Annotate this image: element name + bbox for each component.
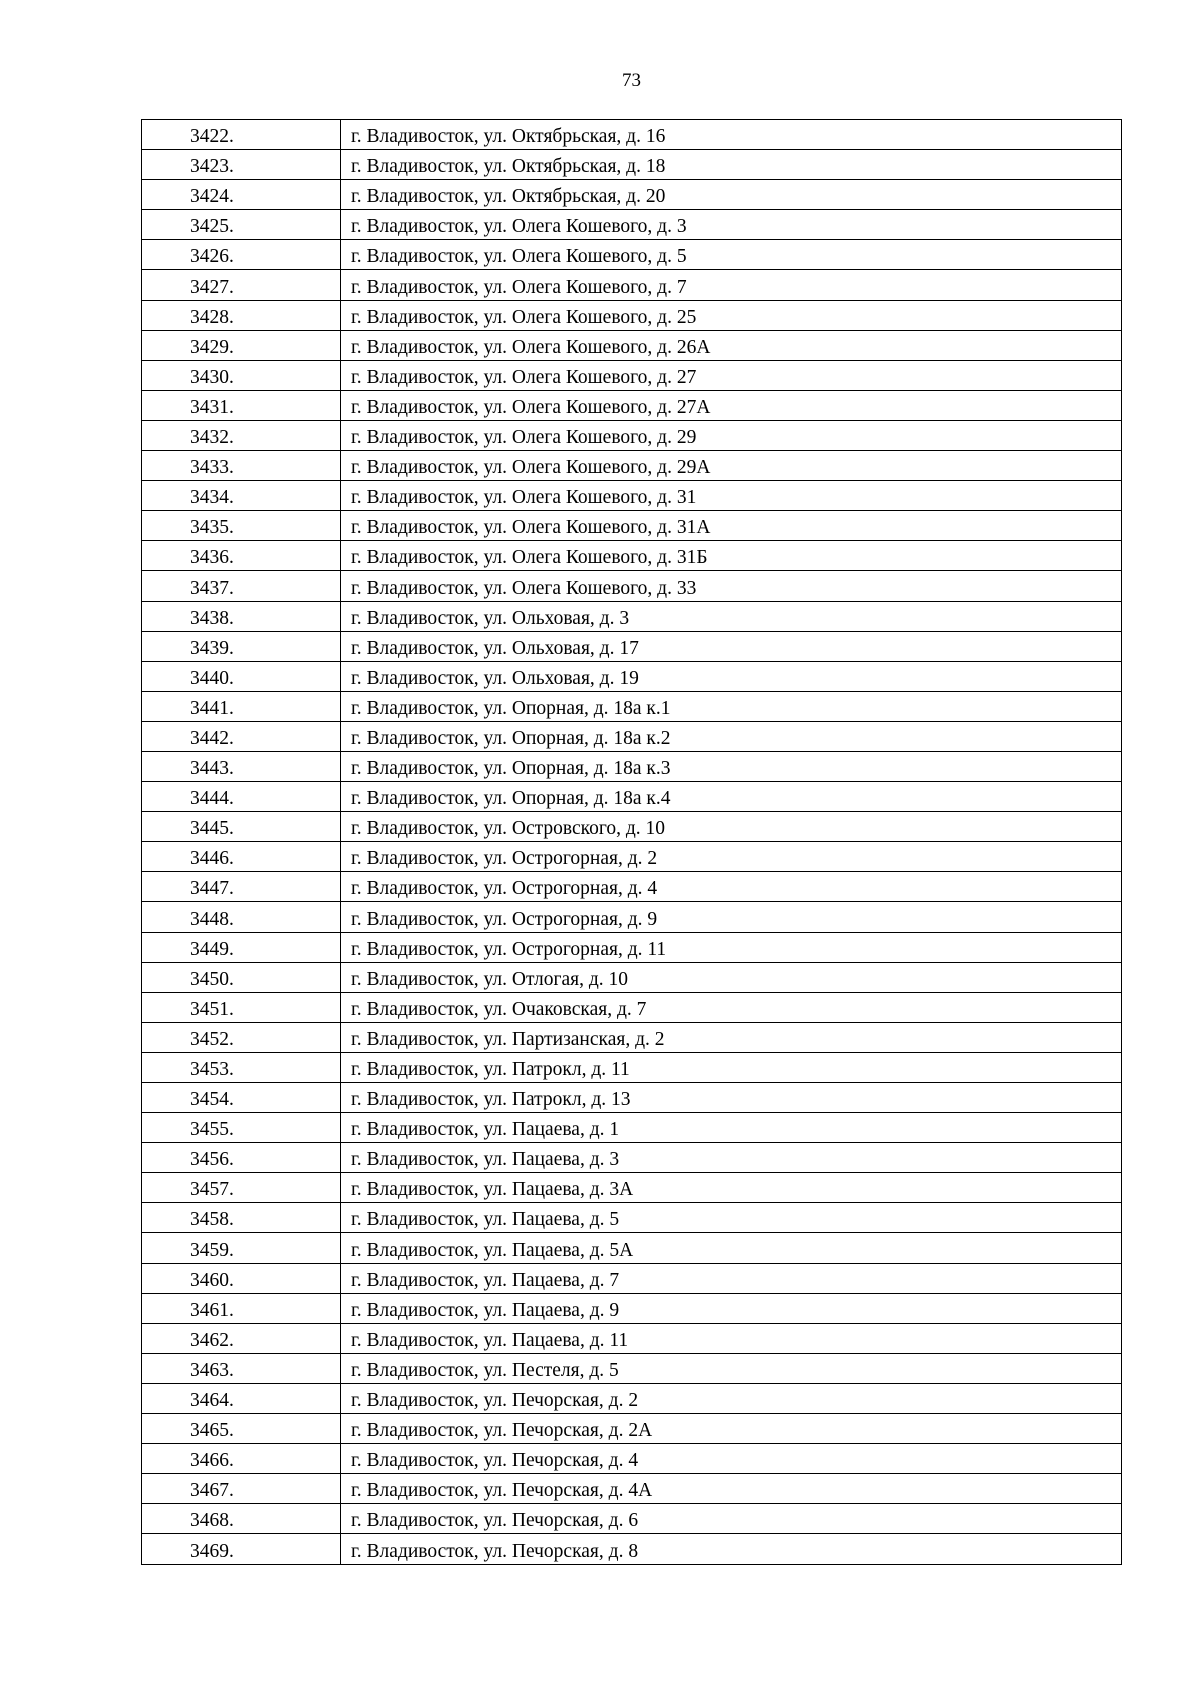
table-row [142, 1323, 1122, 1353]
row-number-cell [142, 932, 341, 962]
address-text: г. Владивосток, ул. Ольховая, д. 19 [351, 667, 639, 689]
address-cell [341, 1353, 1122, 1383]
row-number: 3453. [190, 1059, 234, 1080]
table-row [142, 1203, 1122, 1233]
table-row [142, 1353, 1122, 1383]
row-number: 3443. [190, 758, 234, 780]
row-number: 3445. [190, 818, 234, 840]
address-text: г. Владивосток, ул. Острогорная, д. 2 [351, 848, 658, 870]
address-cell [341, 1504, 1122, 1534]
row-number-cell [142, 1534, 341, 1564]
row-number: 3441. [190, 697, 234, 719]
row-number: 3426. [190, 246, 234, 268]
address-text: г. Владивосток, ул. Октябрьская, д. 16 [351, 126, 666, 148]
table-row [142, 240, 1122, 270]
address-cell [341, 812, 1122, 842]
address-text: г. Владивосток, ул. Пестеля, д. 5 [351, 1359, 619, 1381]
table-row [142, 1113, 1122, 1143]
address-text: г. Владивосток, ул. Печорская, д. 2А [351, 1420, 653, 1442]
address-text: г. Владивосток, ул. Опорная, д. 18а к.2 [351, 727, 671, 749]
row-number: 3440. [190, 667, 234, 689]
page-number: 73 [622, 70, 641, 91]
row-number-cell [142, 631, 341, 661]
row-number: 3447. [190, 878, 234, 900]
address-cell [341, 992, 1122, 1022]
address-text: г. Владивосток, ул. Партизанская, д. 2 [351, 1028, 665, 1050]
row-number-cell [142, 1353, 341, 1383]
address-text: г. Владивосток, ул. Печорская, д. 2 [351, 1390, 639, 1412]
row-number-cell [142, 1173, 341, 1203]
row-number-cell [142, 360, 341, 390]
table-row [142, 571, 1122, 601]
address-text: г. Владивосток, ул. Октябрьская, д. 18 [351, 156, 666, 178]
table-row [142, 661, 1122, 691]
address-text: г. Владивосток, ул. Олега Кошевого, д. 7 [351, 276, 687, 298]
table-row [142, 541, 1122, 571]
address-text: г. Владивосток, ул. Олега Кошевого, д. 3 [351, 216, 687, 238]
row-number: 3450. [190, 968, 234, 990]
address-text: г. Владивосток, ул. Олега Кошевого, д. 27А [351, 396, 711, 418]
row-number-cell [142, 962, 341, 992]
address-text: г. Владивосток, ул. Пацаева, д. 5А [351, 1239, 634, 1261]
address-cell [341, 481, 1122, 511]
row-number-cell [142, 872, 341, 902]
row-number: 3433. [190, 457, 234, 479]
row-number: 3439. [190, 637, 234, 659]
row-number-cell [142, 782, 341, 812]
address-text: г. Владивосток, ул. Олега Кошевого, д. 31 [351, 487, 697, 509]
address-text: г. Владивосток, ул. Патрокл, д. 11 [351, 1059, 630, 1080]
address-cell [341, 1052, 1122, 1082]
row-number-cell [142, 511, 341, 541]
table-row [142, 782, 1122, 812]
row-number-cell [142, 721, 341, 751]
address-text: г. Владивосток, ул. Олега Кошевого, д. 33 [351, 577, 697, 599]
table-row [142, 1414, 1122, 1444]
address-text: г. Владивосток, ул. Олега Кошевого, д. 29А [351, 457, 711, 479]
address-text: г. Владивосток, ул. Печорская, д. 8 [351, 1540, 639, 1562]
table-row [142, 601, 1122, 631]
table-row [142, 1444, 1122, 1474]
address-cell [341, 210, 1122, 240]
row-number: 3434. [190, 487, 234, 509]
address-cell [341, 1263, 1122, 1293]
row-number-cell [142, 1504, 341, 1534]
table-row [142, 1293, 1122, 1323]
address-cell [341, 300, 1122, 330]
row-number-cell [142, 180, 341, 210]
row-number: 3427. [190, 276, 234, 298]
address-cell [341, 240, 1122, 270]
row-number-cell [142, 300, 341, 330]
address-table [141, 119, 1122, 1565]
row-number-cell [142, 812, 341, 842]
address-cell [341, 390, 1122, 420]
table-row [142, 1083, 1122, 1113]
table-row [142, 120, 1122, 150]
address-cell [341, 1323, 1122, 1353]
table-row [142, 330, 1122, 360]
row-number: 3451. [190, 998, 234, 1020]
address-cell [341, 511, 1122, 541]
table-row [142, 1143, 1122, 1173]
address-cell [341, 1474, 1122, 1504]
table-row [142, 721, 1122, 751]
row-number-cell [142, 1444, 341, 1474]
row-number-cell [142, 420, 341, 450]
row-number-cell [142, 1052, 341, 1082]
row-number: 3446. [190, 848, 234, 870]
address-text: г. Владивосток, ул. Печорская, д. 4А [351, 1480, 653, 1502]
row-number-cell [142, 691, 341, 721]
address-cell [341, 962, 1122, 992]
table-row [142, 210, 1122, 240]
address-text: г. Владивосток, ул. Опорная, д. 18а к.1 [351, 697, 671, 719]
row-number: 3458. [190, 1209, 234, 1231]
table-row [142, 1504, 1122, 1534]
table-row [142, 390, 1122, 420]
address-text: г. Владивосток, ул. Пацаева, д. 7 [351, 1269, 620, 1291]
address-cell [341, 120, 1122, 150]
table-row [142, 1534, 1122, 1564]
address-text: г. Владивосток, ул. Ольховая, д. 3 [351, 607, 630, 629]
address-text: г. Владивосток, ул. Пацаева, д. 3 [351, 1149, 620, 1171]
address-text: г. Владивосток, ул. Октябрьская, д. 20 [351, 186, 666, 208]
address-cell [341, 661, 1122, 691]
table-row [142, 420, 1122, 450]
address-text: г. Владивосток, ул. Очаковская, д. 7 [351, 998, 647, 1020]
address-cell [341, 1113, 1122, 1143]
address-cell [341, 1534, 1122, 1564]
table-row [142, 300, 1122, 330]
row-number-cell [142, 1474, 341, 1504]
row-number: 3466. [190, 1450, 234, 1472]
address-cell [341, 330, 1122, 360]
row-number-cell [142, 902, 341, 932]
address-text: г. Владивосток, ул. Олега Кошевого, д. 31А [351, 517, 711, 539]
table-row [142, 751, 1122, 781]
row-number: 3428. [190, 306, 234, 328]
row-number: 3422. [190, 126, 234, 148]
address-text: г. Владивосток, ул. Отлогая, д. 10 [351, 968, 629, 990]
row-number: 3423. [190, 156, 234, 178]
row-number-cell [142, 992, 341, 1022]
row-number: 3465. [190, 1420, 234, 1442]
row-number-cell [142, 1383, 341, 1413]
address-cell [341, 1233, 1122, 1263]
row-number: 3438. [190, 607, 234, 629]
row-number-cell [142, 330, 341, 360]
address-cell [341, 721, 1122, 751]
address-text: г. Владивосток, ул. Пацаева, д. 11 [351, 1329, 629, 1351]
address-cell [341, 902, 1122, 932]
row-number: 3455. [190, 1119, 234, 1141]
table-row [142, 631, 1122, 661]
table-row [142, 872, 1122, 902]
row-number-cell [142, 1143, 341, 1173]
row-number-cell [142, 150, 341, 180]
row-number-cell [142, 1113, 341, 1143]
address-cell [341, 691, 1122, 721]
row-number: 3467. [190, 1480, 234, 1502]
address-cell [341, 1414, 1122, 1444]
table-body [142, 120, 1122, 1565]
address-cell [341, 932, 1122, 962]
address-text: г. Владивосток, ул. Ольховая, д. 17 [351, 637, 639, 659]
row-number: 3432. [190, 427, 234, 449]
row-number: 3457. [190, 1179, 234, 1201]
table-row [142, 1052, 1122, 1082]
address-cell [341, 1022, 1122, 1052]
row-number-cell [142, 451, 341, 481]
row-number-cell [142, 481, 341, 511]
row-number-cell [142, 1083, 341, 1113]
address-cell [341, 541, 1122, 571]
row-number: 3464. [190, 1390, 234, 1412]
row-number: 3448. [190, 908, 234, 930]
address-cell [341, 1293, 1122, 1323]
address-cell [341, 451, 1122, 481]
address-text: г. Владивосток, ул. Патрокл, д. 13 [351, 1089, 631, 1111]
address-cell [341, 1173, 1122, 1203]
table-row [142, 451, 1122, 481]
row-number-cell [142, 270, 341, 300]
row-number-cell [142, 390, 341, 420]
row-number: 3437. [190, 577, 234, 599]
address-cell [341, 872, 1122, 902]
address-cell [341, 1383, 1122, 1413]
table-row [142, 270, 1122, 300]
address-text: г. Владивосток, ул. Олега Кошевого, д. 31Б [351, 547, 708, 569]
row-number-cell [142, 210, 341, 240]
row-number: 3442. [190, 727, 234, 749]
address-text: г. Владивосток, ул. Островского, д. 10 [351, 818, 666, 840]
address-text: г. Владивосток, ул. Олега Кошевого, д. 25 [351, 306, 697, 328]
address-cell [341, 601, 1122, 631]
row-number: 3456. [190, 1149, 234, 1171]
row-number: 3461. [190, 1299, 234, 1321]
table-row [142, 932, 1122, 962]
table-row [142, 1233, 1122, 1263]
address-text: г. Владивосток, ул. Олега Кошевого, д. 26А [351, 336, 711, 358]
address-cell [341, 420, 1122, 450]
address-text: г. Владивосток, ул. Острогорная, д. 4 [351, 878, 658, 900]
table-row [142, 481, 1122, 511]
row-number: 3430. [190, 366, 234, 388]
address-text: г. Владивосток, ул. Острогорная, д. 11 [351, 938, 667, 960]
address-cell [341, 1143, 1122, 1173]
row-number: 3463. [190, 1359, 234, 1381]
row-number: 3462. [190, 1329, 234, 1351]
address-cell [341, 1444, 1122, 1474]
row-number: 3459. [190, 1239, 234, 1261]
row-number-cell [142, 120, 341, 150]
row-number: 3460. [190, 1269, 234, 1291]
row-number: 3429. [190, 336, 234, 358]
address-text: г. Владивосток, ул. Олега Кошевого, д. 5 [351, 246, 687, 268]
row-number-cell [142, 601, 341, 631]
row-number-cell [142, 1293, 341, 1323]
address-text: г. Владивосток, ул. Печорская, д. 6 [351, 1510, 639, 1532]
row-number-cell [142, 751, 341, 781]
row-number: 3425. [190, 216, 234, 238]
address-text: г. Владивосток, ул. Острогорная, д. 9 [351, 908, 658, 930]
table-row [142, 360, 1122, 390]
row-number: 3424. [190, 186, 234, 208]
table-row [142, 902, 1122, 932]
table-row [142, 962, 1122, 992]
address-text: г. Владивосток, ул. Печорская, д. 4 [351, 1450, 639, 1472]
table-row [142, 1173, 1122, 1203]
address-cell [341, 180, 1122, 210]
row-number: 3431. [190, 396, 234, 418]
address-text: г. Владивосток, ул. Опорная, д. 18а к.4 [351, 788, 671, 810]
row-number: 3454. [190, 1089, 234, 1111]
table-row [142, 511, 1122, 541]
address-cell [341, 360, 1122, 390]
address-cell [341, 751, 1122, 781]
row-number-cell [142, 1414, 341, 1444]
table-row [142, 992, 1122, 1022]
address-cell [341, 150, 1122, 180]
address-text: г. Владивосток, ул. Пацаева, д. 9 [351, 1299, 620, 1321]
address-cell [341, 270, 1122, 300]
address-cell [341, 1083, 1122, 1113]
table-row [142, 1383, 1122, 1413]
row-number-cell [142, 661, 341, 691]
row-number-cell [142, 541, 341, 571]
address-text: г. Владивосток, ул. Олега Кошевого, д. 27 [351, 366, 697, 388]
address-cell [341, 631, 1122, 661]
table-row [142, 1263, 1122, 1293]
row-number: 3468. [190, 1510, 234, 1532]
table-row [142, 691, 1122, 721]
address-cell [341, 782, 1122, 812]
row-number-cell [142, 1323, 341, 1353]
row-number: 3444. [190, 788, 234, 810]
address-text: г. Владивосток, ул. Пацаева, д. 1 [351, 1119, 620, 1141]
row-number-cell [142, 240, 341, 270]
row-number-cell [142, 1263, 341, 1293]
row-number: 3449. [190, 938, 234, 960]
table-row [142, 842, 1122, 872]
row-number-cell [142, 1022, 341, 1052]
row-number-cell [142, 1203, 341, 1233]
address-cell [341, 1203, 1122, 1233]
address-text: г. Владивосток, ул. Опорная, д. 18а к.3 [351, 758, 671, 780]
address-cell [341, 571, 1122, 601]
table-row [142, 1022, 1122, 1052]
address-text: г. Владивосток, ул. Пацаева, д. 5 [351, 1209, 620, 1231]
row-number: 3435. [190, 517, 234, 539]
table-row [142, 180, 1122, 210]
address-text: г. Владивосток, ул. Пацаева, д. 3А [351, 1179, 634, 1201]
table-row [142, 812, 1122, 842]
table-row [142, 1474, 1122, 1504]
address-cell [341, 842, 1122, 872]
row-number-cell [142, 571, 341, 601]
table-row [142, 150, 1122, 180]
row-number: 3469. [190, 1540, 234, 1562]
row-number-cell [142, 842, 341, 872]
row-number: 3436. [190, 547, 234, 569]
row-number-cell [142, 1233, 341, 1263]
row-number: 3452. [190, 1028, 234, 1050]
address-text: г. Владивосток, ул. Олега Кошевого, д. 29 [351, 427, 697, 449]
